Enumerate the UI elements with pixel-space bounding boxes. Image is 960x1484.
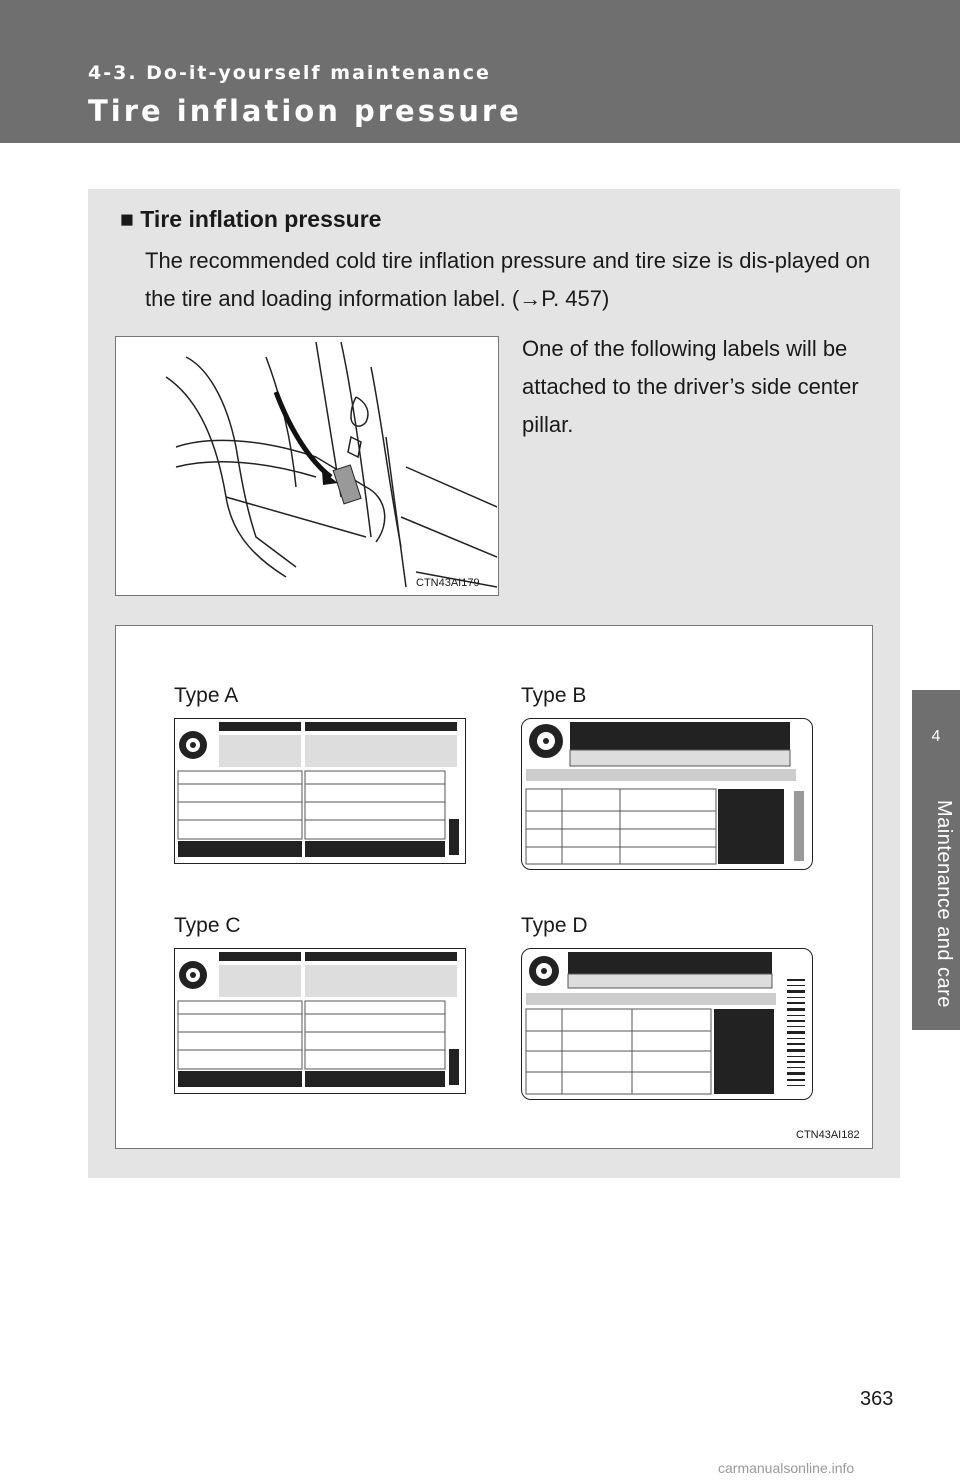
label-types-figure <box>115 625 873 1149</box>
chapter-label: Maintenance and care <box>933 800 955 1008</box>
bullet-heading-text: Tire inflation pressure <box>140 206 382 232</box>
figure-code-179: CTN43AI179 <box>416 577 480 589</box>
pillar-illustration <box>115 336 499 596</box>
type-c-label-artwork <box>175 949 464 1092</box>
seat-pillar-drawing <box>116 337 497 594</box>
label-location-note: One of the following labels will be attached to the driver’s side center pillar. <box>522 336 859 437</box>
bullet-heading <box>120 206 381 233</box>
page-title: Tire inflation pressure <box>88 94 522 128</box>
header-side-tab <box>912 0 960 143</box>
square-bullet-icon: ■ <box>120 206 134 232</box>
section-heading: 4-3. Do-it-yourself maintenance <box>88 62 491 84</box>
figure-code-182: CTN43AI182 <box>796 1129 860 1141</box>
type-a-caption: Type A <box>174 684 239 707</box>
type-d-label <box>521 948 813 1100</box>
type-b-caption: Type B <box>521 684 587 707</box>
chapter-number: 4 <box>931 728 941 745</box>
type-d-label-artwork <box>522 949 811 1098</box>
type-d-caption: Type D <box>521 914 588 937</box>
type-c-label <box>174 948 466 1094</box>
watermark: carmanualsonline.info <box>718 1460 855 1476</box>
intro-paragraph: The recommended cold tire inflation pressure and tire size is dis-played on the tire and loading information label. (→P. 457) <box>145 248 871 311</box>
type-c-caption: Type C <box>174 914 241 937</box>
page-number: 363 <box>860 1388 894 1410</box>
type-a-label-artwork <box>175 719 464 862</box>
type-b-label <box>521 718 813 870</box>
type-a-label <box>174 718 466 864</box>
type-b-label-artwork <box>522 719 811 868</box>
